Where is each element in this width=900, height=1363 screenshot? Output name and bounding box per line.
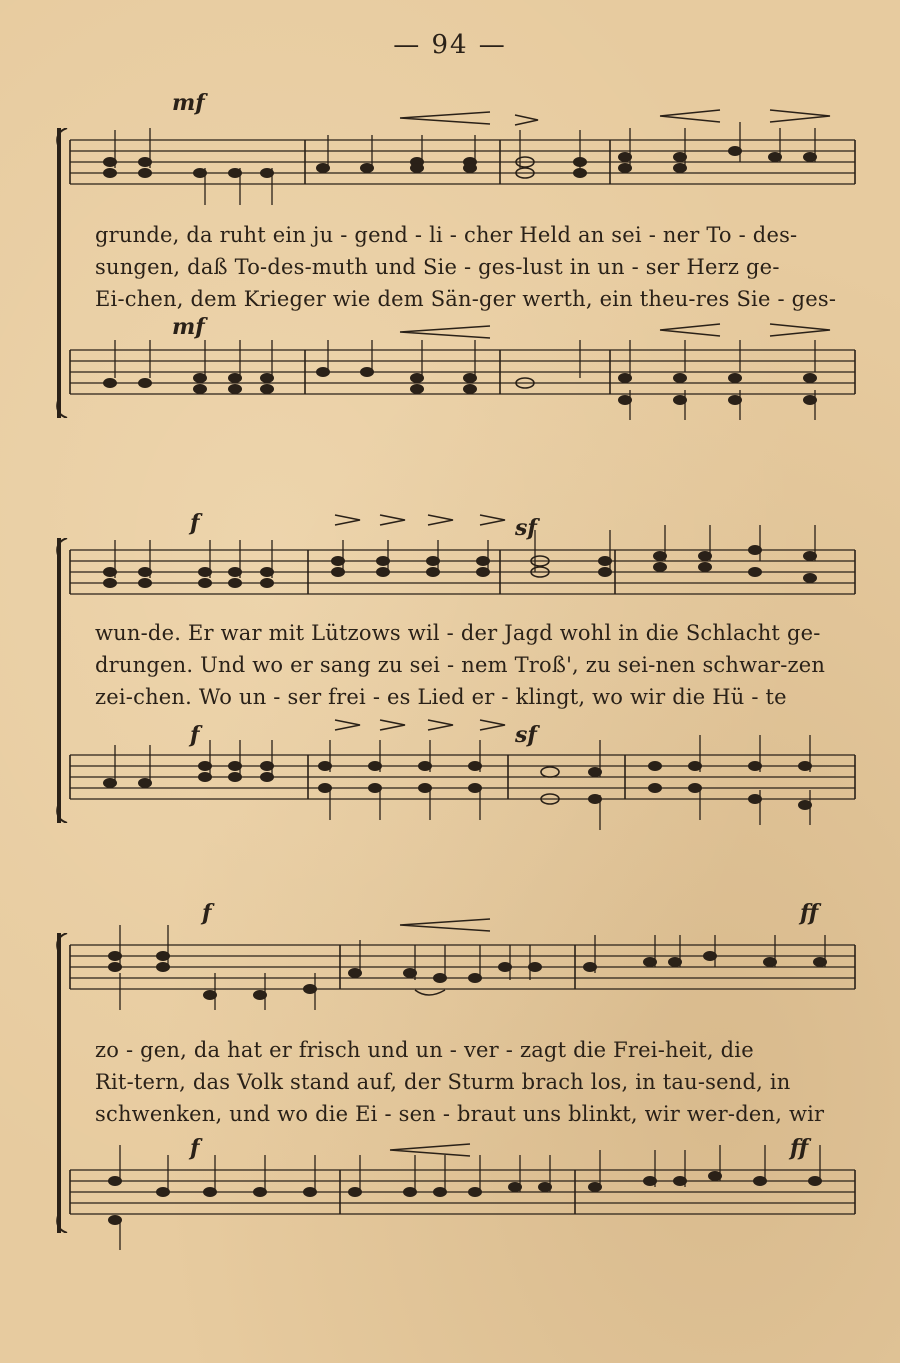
lower-staff — [60, 320, 860, 430]
dynamic-marking: mf — [172, 314, 205, 340]
page-number: — 94 — — [393, 30, 507, 60]
dynamic-marking: ff — [800, 900, 819, 926]
dynamic-marking: ff — [790, 1135, 809, 1161]
dynamic-marking: f — [190, 510, 200, 536]
lyric-line: wun-de. Er war mit Lützows wil - der Jagd wohl in die Schlacht ge- — [95, 621, 821, 645]
lyric-line: Rit-tern, das Volk stand auf, der Sturm brach los, in tau-send, in — [95, 1070, 791, 1094]
lyric-line: schwenken, und wo die Ei - sen - braut uns blinkt, wir wer-den, wir — [95, 1102, 825, 1126]
dynamic-marking: f — [190, 1135, 200, 1161]
dynamic-marking: sf — [515, 515, 537, 541]
system-brace — [45, 933, 75, 1233]
dynamic-marking: f — [202, 900, 212, 926]
lyric-line: Ei-chen, dem Krieger wie dem Sän-ger werth, ein theu-res Sie - ges- — [95, 287, 837, 311]
lower-staff — [60, 725, 860, 835]
system-3 — [60, 895, 860, 1265]
lyric-line: sungen, daß To-des-muth und Sie - ges-lust in un - ser Herz ge- — [95, 255, 780, 279]
lyric-line: zo - gen, da hat er frisch und un - ver - zagt die Frei-heit, die — [95, 1038, 754, 1062]
lyric-line: grunde, da ruht ein ju - gend - li - cher Held an sei - ner To - des- — [95, 223, 798, 247]
system-2 — [60, 500, 860, 840]
lower-staff — [60, 1140, 860, 1250]
lyric-line: zei-chen. Wo un - ser frei - es Lied er - klingt, wo wir die Hü - te — [95, 685, 787, 709]
upper-staff — [60, 915, 860, 1045]
system-brace — [45, 538, 75, 823]
upper-staff — [60, 520, 860, 630]
dynamic-marking: f — [190, 722, 200, 748]
upper-staff — [60, 110, 860, 220]
system-brace — [45, 128, 75, 418]
dynamic-marking: sf — [515, 722, 537, 748]
lyric-line: drungen. Und wo er sang zu sei - nem Troß', zu sei-nen schwar-zen — [95, 653, 826, 677]
system-1 — [60, 90, 860, 420]
dynamic-marking: mf — [172, 90, 205, 116]
